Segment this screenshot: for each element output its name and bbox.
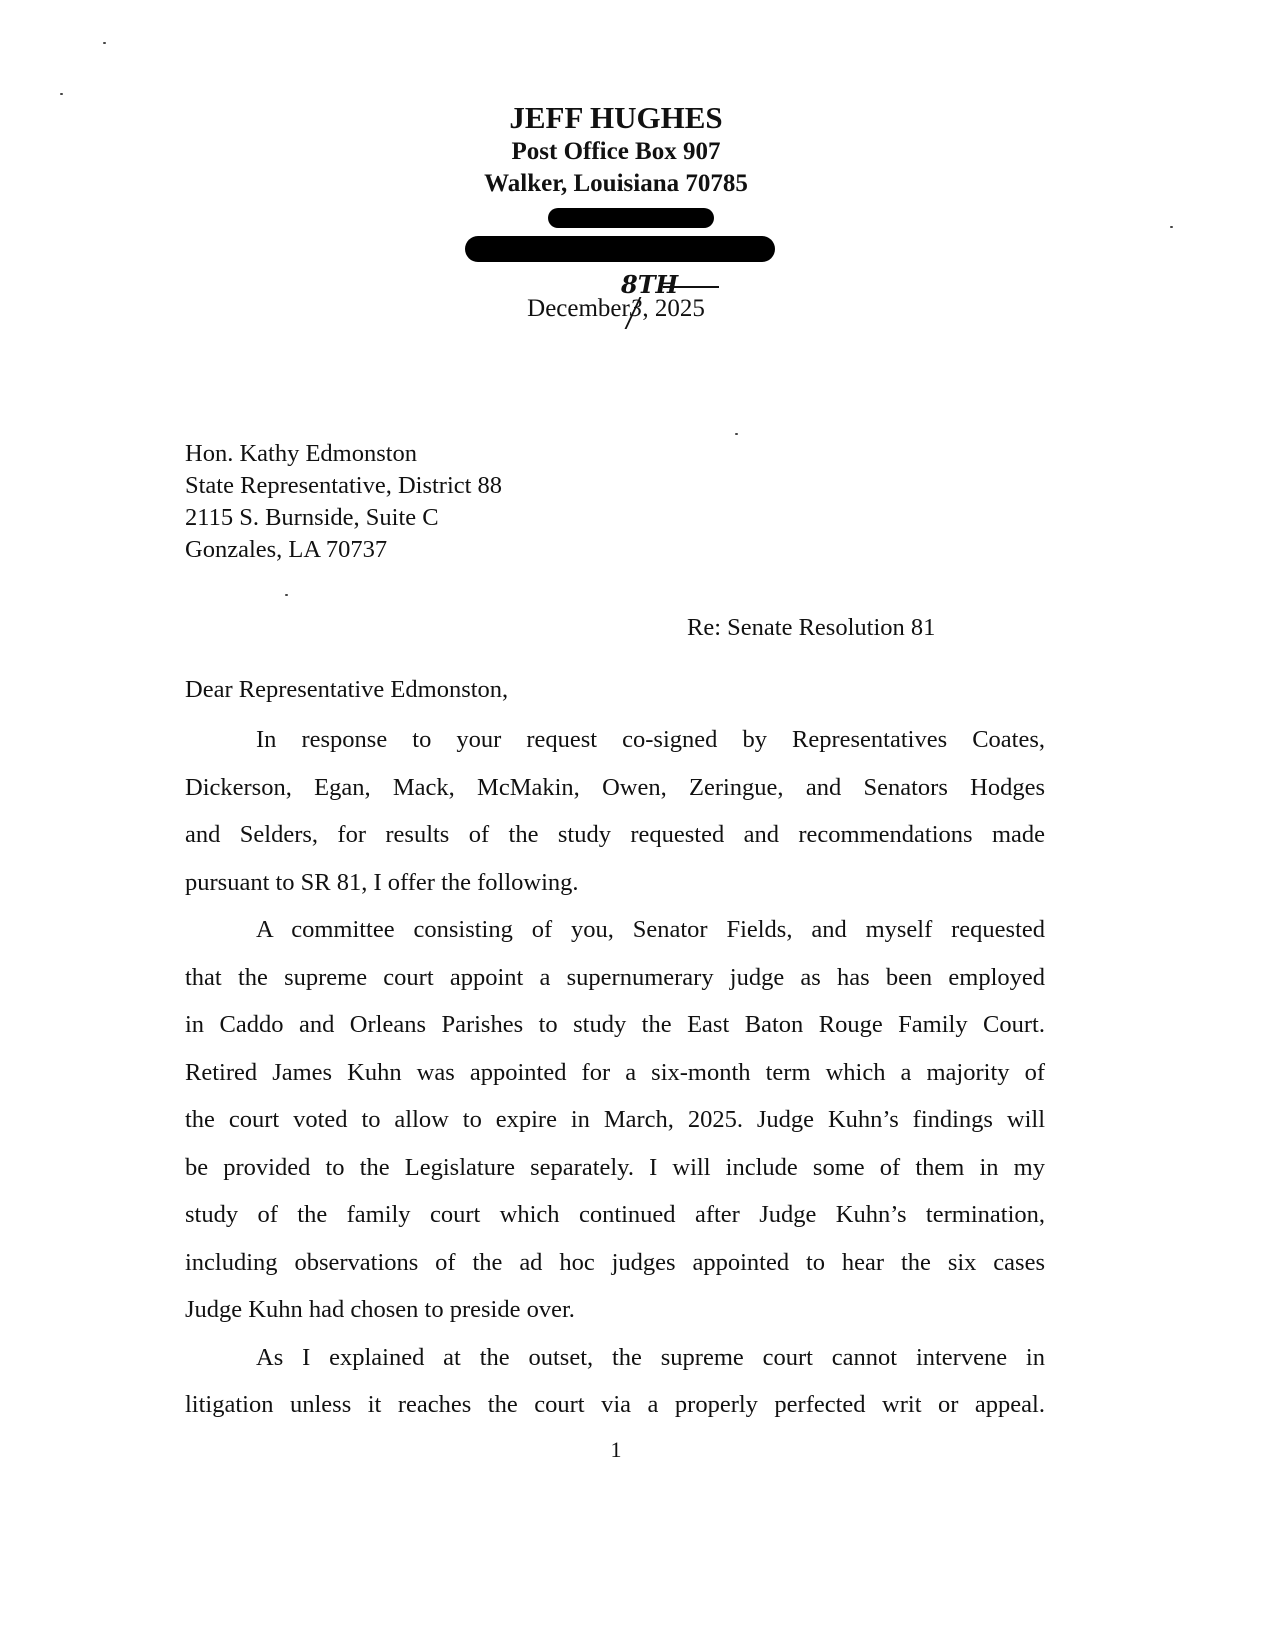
salutation: Dear Representative Edmonston, bbox=[185, 676, 509, 703]
body-paragraph bbox=[185, 914, 1045, 1342]
recipient-line: Gonzales, LA 70737 bbox=[185, 536, 388, 563]
body-paragraph bbox=[185, 1342, 1045, 1437]
paragraph-line: Judge Kuhn had chosen to preside over. bbox=[185, 1296, 575, 1323]
scan-speck bbox=[735, 433, 738, 435]
paragraph-line: Dickerson, Egan, Mack, McMakin, Owen, Zeringue, and Senators Hodges bbox=[185, 773, 1045, 801]
letterhead-address-line2: Walker, Louisiana 70785 bbox=[484, 170, 748, 197]
redaction-bar-phone bbox=[548, 208, 714, 228]
paragraph-line: Retired James Kuhn was appointed for a six-month term which a majority of bbox=[185, 1058, 1045, 1086]
redaction-bar-email bbox=[465, 236, 775, 262]
paragraph-line: A committee consisting of you, Senator Fields, and myself requested bbox=[256, 916, 1045, 943]
date-year: , 2025 bbox=[642, 295, 705, 322]
paragraph-line: pursuant to SR 81, I offer the following. bbox=[185, 868, 579, 896]
date-struck-day: 3 bbox=[629, 295, 643, 322]
scan-speck bbox=[103, 42, 106, 44]
letterhead-name: JEFF HUGHES bbox=[509, 100, 723, 135]
paragraph-line: be provided to the Legislature separately. I will include some of them in my bbox=[185, 1153, 1045, 1181]
paragraph-line: and Selders, for results of the study requested and recommendations made bbox=[185, 821, 1045, 848]
recipient-block bbox=[185, 438, 502, 566]
scan-speck bbox=[60, 93, 63, 95]
paragraph-line: including observations of the ad hoc judges appointed to hear the six cases bbox=[185, 1248, 1045, 1276]
paragraph-line: In response to your request co-signed by Representatives Coates, bbox=[256, 726, 1045, 753]
paragraph-line: litigation unless it reaches the court via a properly perfected writ or appeal. bbox=[185, 1391, 1045, 1418]
recipient-line: State Representative, District 88 bbox=[185, 472, 503, 499]
letterhead-address-line1: Post Office Box 907 bbox=[511, 138, 721, 165]
re-line: Re: Senate Resolution 81 bbox=[687, 614, 936, 641]
handwritten-underline bbox=[663, 286, 719, 288]
recipient-line: Hon. Kathy Edmonston bbox=[185, 440, 418, 467]
date-month: December bbox=[527, 295, 630, 322]
paragraph-line: in Caddo and Orleans Parishes to study the East Baton Rouge Family Court. bbox=[185, 1011, 1045, 1038]
recipient-line: 2115 S. Burnside, Suite C bbox=[185, 504, 439, 531]
page-number: 1 bbox=[610, 1437, 622, 1462]
handwritten-correction-text: 8TH bbox=[621, 270, 679, 299]
paragraph-line: study of the family court which continued after Judge Kuhn’s termination, bbox=[185, 1201, 1045, 1228]
letter-body bbox=[185, 724, 1045, 1437]
paragraph-line: that the supreme court appoint a supernumerary judge as has been employed bbox=[185, 963, 1045, 991]
letter-date bbox=[0, 295, 1232, 323]
body-paragraph bbox=[185, 724, 1045, 914]
scan-speck bbox=[285, 594, 288, 596]
paragraph-line: As I explained at the outset, the supreme court cannot intervene in bbox=[256, 1343, 1045, 1371]
paragraph-line: the court voted to allow to expire in March, 2025. Judge Kuhn’s findings will bbox=[185, 1106, 1045, 1133]
scan-speck bbox=[1170, 226, 1173, 228]
